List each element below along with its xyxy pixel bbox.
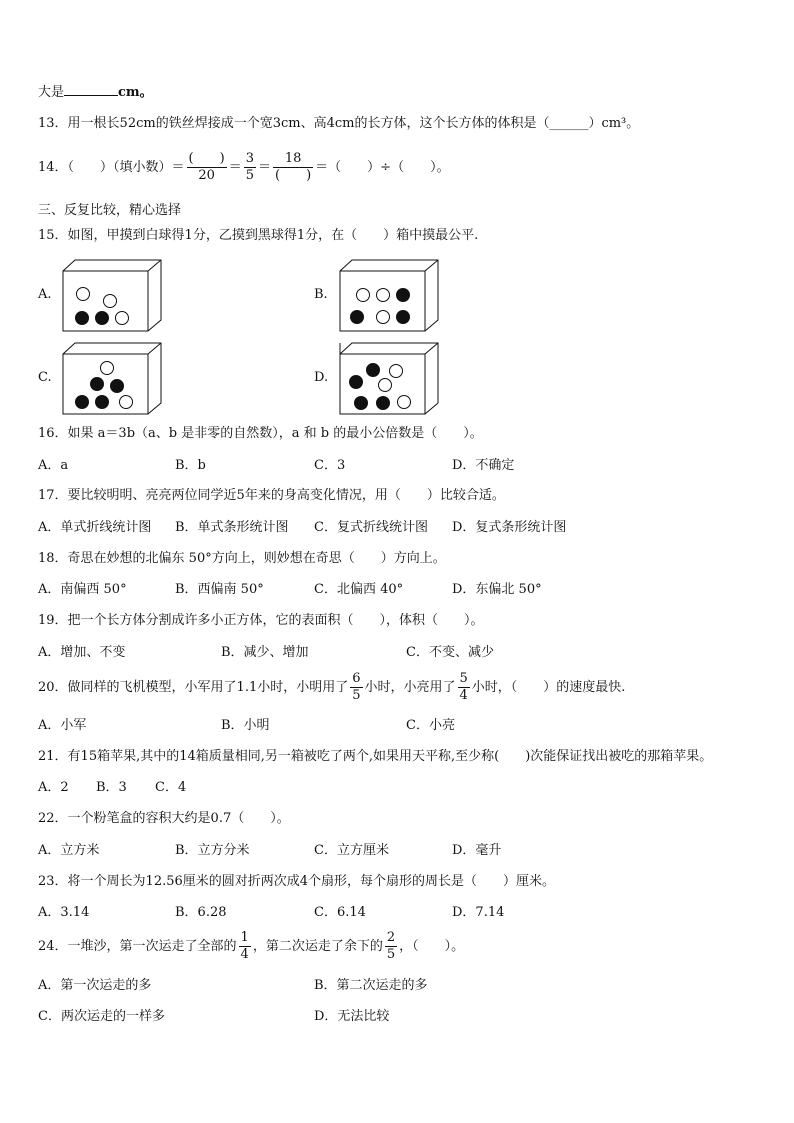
q24-fraction-1: $\frac{1}{4}$ [240,930,249,962]
q23-option-b[interactable]: B．6.28 [175,905,227,920]
q20-fraction-2: $\frac{5}{4}$ [459,671,468,703]
q12-prefix: 大是 [38,85,65,100]
black-ball [351,311,364,324]
q18-option-d[interactable]: D．东偏北 50° [452,582,542,597]
q24-mid: ，第二次运走了余下的 [252,939,383,954]
white-ball [379,379,392,392]
white-ball [357,289,370,302]
q24-line [38,929,464,965]
q16-option-d[interactable]: D．不确定 [452,458,515,473]
black-ball [76,396,89,409]
black-ball [96,312,109,325]
q22-option-c[interactable]: C．立方厘米 [314,843,389,858]
q14-line [38,150,450,186]
q19-option-b[interactable]: B．减少、增加 [221,645,309,660]
q23-option-c[interactable]: C．6.14 [314,905,366,920]
q24-tail: ，（ ）。 [399,939,465,954]
q20-option-b[interactable]: B．小明 [221,718,270,733]
black-ball [355,397,368,410]
q15-box-b [339,259,441,333]
black-ball [350,376,363,389]
black-ball [111,380,124,393]
q14-fraction-1: $\frac{( )}{20}$ [188,151,225,183]
black-ball [377,397,390,410]
q18-option-c[interactable]: C．北偏西 40° [314,582,404,597]
q24-lead: 24．一堆沙，第一次运走了全部的 [38,939,237,954]
q16-option-b[interactable]: B．b [175,458,206,473]
q24-option-a[interactable]: A．第一次运走的多 [38,978,152,993]
q15-box-d [339,342,441,416]
q19-option-a[interactable]: A．增加、不变 [38,645,126,660]
white-ball [120,396,133,409]
q17-option-d[interactable]: D．复式条形统计图 [452,520,567,535]
q22-text: 22．一个粉笔盒的容积大约是0.7（ ）。 [38,811,290,826]
q23-option-d[interactable]: D．7.14 [452,905,505,920]
white-ball [77,288,90,301]
q14-eq-2: ＝ [258,160,272,175]
q17-option-c[interactable]: C．复式折线统计图 [314,520,428,535]
q14-fraction-2: $\frac{3}{5}$ [245,151,254,183]
q12-suffix: cm。 [118,85,153,100]
q14-lead: 14．（ ）（填小数）＝ [38,160,185,175]
q22-option-d[interactable]: D．毫升 [452,843,502,858]
white-ball [398,396,411,409]
white-ball [104,295,117,308]
q14-fraction-3: $\frac{18}{( )}$ [275,151,312,183]
q24-option-d[interactable]: D．无法比较 [314,1009,390,1024]
q24-fraction-2: $\frac{2}{5}$ [386,930,396,962]
q20-option-a[interactable]: A．小军 [38,718,87,733]
white-ball [377,289,390,302]
q17-option-b[interactable]: B．单式条形统计图 [175,520,289,535]
q17-option-a[interactable]: A．单式折线统计图 [38,520,152,535]
black-ball [367,364,380,377]
q15-option-b-label[interactable]: B. [314,287,328,302]
q22-option-b[interactable]: B．立方分米 [175,843,250,858]
section-3-title: 三、反复比较，精心选择 [38,203,182,218]
q19-option-c[interactable]: C．不变、减少 [406,645,494,660]
q21-option-b[interactable]: B．3 [96,780,127,795]
q16-option-a[interactable]: A．a [38,458,69,473]
q20-lead: 20．做同样的飞机模型，小军用了1.1小时，小明用了 [38,680,349,695]
q23-option-a[interactable]: A．3.14 [38,905,90,920]
q15-box-a [62,259,164,333]
q20-mid: 小时，小亮用了 [364,680,456,695]
q12-tail-line [38,83,153,101]
q22-option-a[interactable]: A．立方米 [38,843,100,858]
q15-box-c [62,342,164,416]
q20-fraction-1: $\frac{6}{5}$ [352,671,361,703]
q14-eq: ＝ [228,160,242,175]
white-ball [377,311,390,324]
q19-text: 19．把一个长方体分割成许多小正方体，它的表面积（ ），体积（ ）。 [38,613,484,628]
black-ball [76,312,89,325]
black-ball [96,396,109,409]
q20-option-c[interactable]: C．小亮 [406,718,455,733]
q21-option-c[interactable]: C．4 [155,780,187,795]
q15-option-a-label[interactable]: A. [38,287,52,302]
black-ball [397,311,410,324]
q24-option-b[interactable]: B．第二次运走的多 [314,978,428,993]
q13-text: 13．用一根长52cm的铁丝焊接成一个宽3cm、高4cm的长方体，这个长方体的体积是（______）cm³。 [38,116,640,131]
black-ball [397,289,410,302]
q24-option-c[interactable]: C．两次运走的一样多 [38,1009,165,1024]
q14-tail: ＝（ ）÷（ ）。 [315,160,450,175]
white-ball [116,312,129,325]
q18-option-a[interactable]: A．南偏西 50° [38,582,127,597]
q15-text: 15．如图，甲摸到白球得1分，乙摸到黑球得1分，在（ ）箱中摸最公平. [38,228,479,243]
q17-text: 17．要比较明明、亮亮两位同学近5年来的身高变化情况，用（ ）比较合适。 [38,488,505,503]
q15-option-c-label[interactable]: C. [38,370,52,385]
q18-text: 18．奇思在妙想的北偏东 50°方向上，则妙想在奇思（ ）方向上。 [38,551,446,566]
white-ball [101,362,114,375]
q16-option-c[interactable]: C．3 [314,458,346,473]
q23-text: 23．将一个周长为12.56厘米的圆对折两次成4个扇形，每个扇形的周长是（ ）厘米。 [38,874,556,889]
q20-tail: 小时，（ ）的速度最快. [471,680,626,695]
black-ball [91,378,104,391]
q20-line [38,670,625,706]
q18-option-b[interactable]: B．西偏南 50° [175,582,264,597]
white-ball [390,365,403,378]
q12-answer-blank[interactable] [64,83,118,96]
q21-text: 21．有15箱苹果,其中的14箱质量相同,另一箱被吃了两个,如果用天平称,至少称( )次能保证找出被吃的那箱苹果。 [38,749,713,764]
q21-option-a[interactable]: A．2 [38,780,69,795]
q16-text: 16．如果 a＝3b（a、b 是非零的自然数），a 和 b 的最小公倍数是（ ）。 [38,426,483,441]
q15-option-d-label[interactable]: D. [314,370,329,385]
